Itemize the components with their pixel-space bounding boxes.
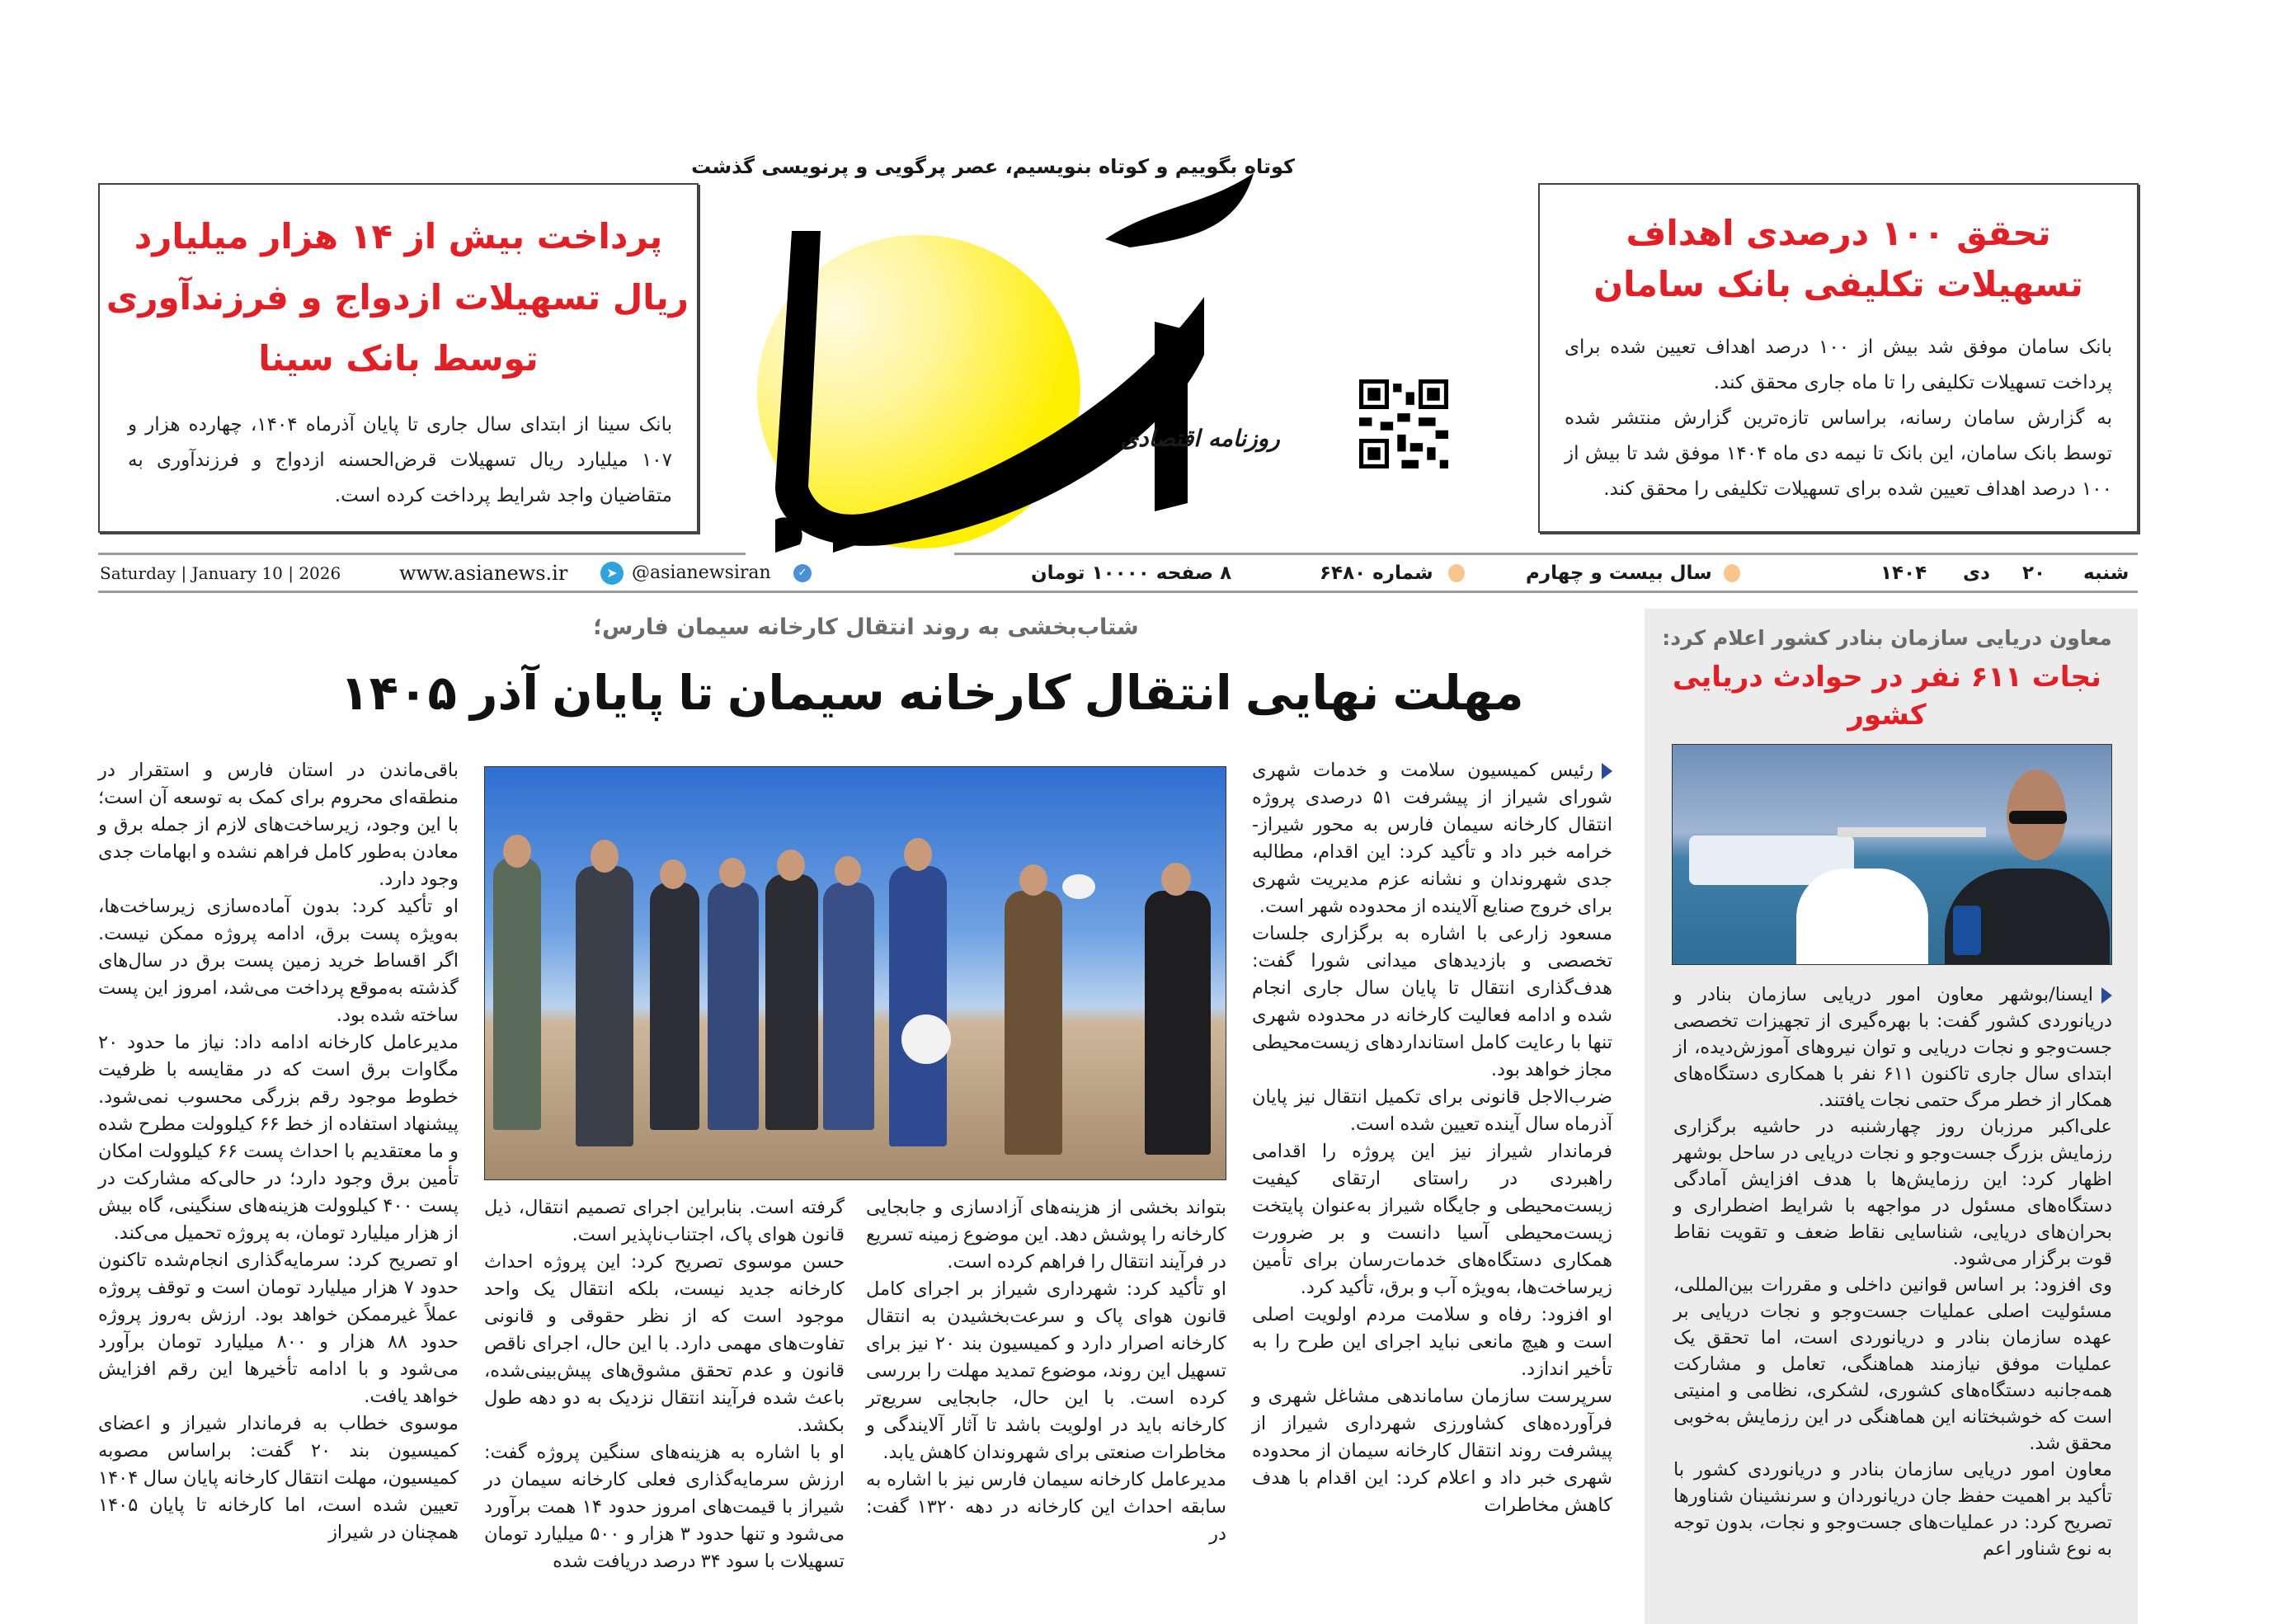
- sidebar-kicker: معاون دریایی سازمان بنادر کشور اعلام کرد:: [1662, 626, 2112, 650]
- persian-month: دی: [1963, 563, 1990, 584]
- paragraph: بانک سامان موفق شد بیش از ۱۰۰ درصد اهداف تعیین شده برای پرداخت تسهیلات تکلیفی را تا ماه جاری محقق کند.: [1565, 337, 2112, 393]
- issue-number: شماره ۶۴۸۰: [1320, 563, 1433, 584]
- persian-day: ۲۰: [2022, 563, 2046, 584]
- sina-bank-box: [98, 183, 699, 533]
- masthead-subtitle: روزنامه اقتصادی: [1120, 425, 1280, 452]
- paragraph: رئیس کمیسیون سلامت و خدمات شهری شورای شیراز از پیشرفت ۵۱ درصدی پروژه انتقال کارخانه سیمان فارس به محور شیراز- خرامه خبر داد و تأکید کرد: این اقدام، مطالبه جدی شهروندان و نشانه عزم مدیریت شهری برای خروج صنایع آلاینده از محدوده شهر است.: [1252, 760, 1612, 917]
- separator-dot: [1448, 564, 1465, 582]
- english-date: Saturday | January 10 | 2026: [100, 563, 341, 583]
- paragraph: مسعود زارعی با اشاره به برگزاری جلسات تخصصی و بازدیدهای میدانی شورا گفت: هدف‌گذاری انتقال تا پایان سال جاری انجام شده و ادامه فعالیت کارخانه در محدوده شهری تنها با رعایت کامل استانداردهای زیست‌محیطی مجاز خواهد بود.: [1252, 923, 1612, 1080]
- website-link[interactable]: www.asianews.ir: [399, 562, 568, 585]
- separator-dot: [1724, 564, 1740, 582]
- main-column-b: [866, 1194, 1226, 1548]
- paragraph: باقی‌ماندن در استان فارس و استقرار در منطقه‌ای محروم برای کمک به توسعه آن است؛ با این وجود، زیرساخت‌های لازم از جمله برق و معادن به‌طور کامل فراهم نشده و ابهامات جدی وجود دارد.: [98, 760, 459, 890]
- masthead-tagline: کوتاه بگوییم و کوتاه بنویسیم، عصر پرگویی و پرنویسی گذشت: [691, 155, 1295, 178]
- paragraph: معاون امور دریایی سازمان بنادر و دریانوردی کشور با تأکید بر اهمیت حفظ جان دریانوردان و سرنشینان شناورها تصریح کرد: در عملیات‌های جست‌وجو و نجات، بدون توجه به نوع شناور اعم: [1673, 1459, 2112, 1560]
- main-column-c: [484, 1194, 845, 1575]
- paragraph: موسوی خطاب به فرماندار شیراز و اعضای کمیسیون بند ۲۰ گفت: براساس مصوبه کمیسیون، مهلت انتقال کارخانه پایان سال ۱۴۰۴ تعیین شده است، اما کارخانه تا پایان ۱۴۰۵ همچنان در شیراز: [98, 1413, 459, 1543]
- telegram-icon: ➤: [600, 562, 624, 585]
- paragraph: او با اشاره به هزینه‌های سنگین پروژه گفت: ارزش سرمایه‌گذاری فعلی کارخانه سیمان در شیراز با قیمت‌های امروز حدود ۱۴ همت برآورد می‌شود و تنها حدود ۳ هزار و ۵۰۰ میلیارد تومان تسهیلات با سود ۳۴ درصد دریافت شده: [484, 1442, 845, 1572]
- paragraph: به گزارش سامان رسانه، براساس تازه‌ترین گزارش منتشر شده توسط بانک سامان، این بانک تا نیمه دی ماه ۱۴۰۴ موفق شد تا بیش از ۱۰۰ درصد اهداف تعیین شده برای تسهیلات تکلیفی را محقق کند.: [1565, 407, 2113, 500]
- main-column-a: [1252, 757, 1612, 1519]
- saman-bank-title: [1548, 208, 2129, 310]
- persian-year: ۱۴۰۴: [1880, 563, 1927, 584]
- sidebar-body: [1673, 981, 2112, 1562]
- verified-icon: ✓: [793, 564, 812, 582]
- paragraph: او افزود: رفاه و سلامت مردم اولویت اصلی است و هیچ مانعی نباید اجرای این طرح را به تأخیر اندازد.: [1252, 1304, 1612, 1380]
- paragraph: علی‌اکبر مرزبان روز چهارشنبه در حاشیه برگزاری رزمایش بزرگ جست‌وجو و نجات دریایی در ساحل بوشهر اظهار کرد: این رزمایش‌ها با هدف افزایش آمادگی دستگاه‌های مسئول در مواجهه با شرایط اضطراری و بحران‌های دریایی، شناسایی نقاط ضعف و تقویت نقاط قوت برگزار می‌شود.: [1673, 1116, 2112, 1269]
- paragraph: او تصریح کرد: سرمایه‌گذاری انجام‌شده تاکنون حدود ۷ هزار میلیارد تومان است و توقف پروژه عملاً غیرممکن خواهد بود. ارزش به‌روز پروژه حدود ۸۸ هزار و ۸۰۰ میلیارد تومان برآورد می‌شود و با ادامه تأخیرها این رقم افزایش خواهد یافت.: [98, 1250, 459, 1407]
- sina-bank-body: بانک سینا از ابتدای سال جاری تا پایان آذرماه ۱۴۰۴، چهارده هزار و ۱۰۷ میلیارد ریال تسهیلات قرض‌الحسنه ازدواج و فرزندآوری به متقاضیان واجد شرایط پرداخت کرده است.: [128, 414, 672, 506]
- paragraph: سرپرست سازمان ساماندهی مشاغل شهری و فرآورده‌های کشاورزی شهرداری شیراز از پیشرفت روند انتقال کارخانه سیمان از محدوده شهری خبر داد و اعلام کرد: این اقدام با هدف کاهش مخاطرات: [1252, 1386, 1612, 1516]
- title-line: توسط بانک سینا: [258, 338, 539, 379]
- marker-triangle-icon: [2101, 987, 2112, 1004]
- paragraph: فرماندار شیراز نیز این پروژه را اقدامی راهبردی در راستای ارتقای کیفیت زیست‌محیطی و جایگاه شیراز به‌عنوان پایتخت زیست‌محیطی آسیا دانست و بر ضرورت همکاری دستگاه‌های خدمات‌رسان برای تأمین زیرساخت‌ها، به‌ویژه آب و برق، تأکید کرد.: [1252, 1141, 1612, 1298]
- weekday: شنبه: [2083, 563, 2129, 584]
- saman-bank-body: [1565, 330, 2112, 507]
- publication-year: سال بیست و چهارم: [1526, 563, 1712, 584]
- paragraph: ضرب‌الاجل قانونی برای تکمیل انتقال نیز پایان آذرماه سال آینده تعیین شده است.: [1252, 1086, 1612, 1135]
- title-line: تحقق ۱۰۰ درصدی اهداف: [1626, 213, 2051, 253]
- cement-factory-photo: [484, 766, 1226, 1180]
- main-headline: مهلت نهایی انتقال کارخانه سیمان تا پایان آذر ۱۴۰۵: [340, 665, 1524, 721]
- paragraph: وی افزود: بر اساس قوانین داخلی و مقررات بین‌المللی، مسئولیت اصلی عملیات جست‌وجو و نجات دریایی بر عهده سازمان بنادر و دریانوردی است، اما تحقق یک عملیات موفق نیازمند هماهنگی، تعامل و مشارکت همه‌جانبه دستگاه‌های کشوری، لشکری، نظامی و امنیتی است که خوشبختانه این هماهنگی در این رزمایش به‌خوبی محقق شد.: [1673, 1274, 2112, 1454]
- sina-bank-title: [108, 206, 689, 389]
- paragraph: او تأکید کرد: بدون آماده‌سازی زیرساخت‌ها، به‌ویژه پست برق، ادامه پروژه ممکن نیست. اگر اقساط خرید زمین پست برق در سال‌های گذشته به‌موقع پرداخت می‌شد، امروز این پست ساخته شده بود.: [98, 896, 459, 1026]
- official-portrait-photo: [1672, 744, 2112, 965]
- title-line: تسهیلات تکلیفی بانک سامان: [1593, 264, 2083, 304]
- main-kicker: شتاب‌بخشی به روند انتقال کارخانه سیمان فارس؛: [593, 614, 1139, 640]
- paragraph: گرفته است. بنابراین اجرای تصمیم انتقال، ذیل قانون هوای پاک، اجتناب‌ناپذیر است.: [484, 1197, 845, 1245]
- sidebar-headline: نجات ۶۱۱ نفر در حوادث دریایی کشور: [1673, 661, 2101, 732]
- main-column-d: [98, 757, 459, 1546]
- marker-triangle-icon: [1602, 763, 1612, 779]
- paragraph: مدیرعامل کارخانه ادامه داد: نیاز ما حدود ۲۰ مگاوات برق است که در مقایسه با ظرفیت خطوط موجود رقم بزرگی محسوب نمی‌شود. پیشنهاد استفاده از خط ۶۶ کیلوولت مطرح شده و ما معتقدیم با احداث پست ۶۶ کیلوولت امکان تأمین برق وجود دارد؛ در حالی‌که مشارکت در پست ۴۰۰ کیلوولت هزینه‌های سنگینی، گاه بیش از هزار میلیارد تومان، به پروژه تحمیل می‌کند.: [98, 1032, 459, 1244]
- price-pages: ۸ صفحه ۱۰۰۰۰ تومان: [1031, 563, 1232, 584]
- bottom-rule: [98, 591, 2138, 593]
- qr-code-icon: [1359, 379, 1448, 468]
- paragraph: حسن موسوی تصریح کرد: این پروژه احداث کارخانه جدید نیست، بلکه انتقال یک واحد موجود است که از نظر حقوقی و قانونی تفاوت‌های مهمی دارد. با این حال، اجرای ناقص قانون و عدم تحقق مشوق‌های پیش‌بینی‌شده، باعث شده فرآیند انتقال نزدیک به دو دهه طول بکشد.: [484, 1251, 845, 1436]
- paragraph: مدیرعامل کارخانه سیمان فارس نیز با اشاره به سابقه احداث این کارخانه در دهه ۱۳۲۰ گفت: در: [866, 1469, 1226, 1545]
- paragraph: بتواند بخشی از هزینه‌های آزادسازی و جابجایی کارخانه را پوشش دهد. این موضوع زمینه تسریع در فرآیند انتقال را فراهم کرده است.: [866, 1197, 1226, 1273]
- paragraph: ایسنا/بوشهر معاون امور دریایی سازمان بنادر و دریانوردی کشور گفت: با بهره‌گیری از تجهیزات تخصصی جست‌وجو و نجات دریایی و توان نیروهای آموزش‌دیده، از ابتدای سال جاری تاکنون ۶۱۱ نفر با همکاری دستگاه‌های همکار از خطر مرگ حتمی نجات یافتند.: [1673, 984, 2112, 1111]
- title-line: ریال تسهیلات ازدواج و فرزندآوری: [106, 277, 689, 318]
- telegram-handle[interactable]: @asianewsiran: [632, 563, 771, 583]
- asia-logo: [742, 157, 1452, 553]
- top-rule-right: [954, 553, 2138, 555]
- top-rule-left: [98, 553, 746, 555]
- saman-bank-box: [1538, 183, 2139, 533]
- title-line: پرداخت بیش از ۱۴ هزار میلیارد: [134, 216, 663, 257]
- sidebar-panel: [1645, 609, 2138, 1624]
- paragraph: او تأکید کرد: شهرداری شیراز بر اجرای کامل قانون هوای پاک و سرعت‌بخشیدن به انتقال کارخانه اصرار دارد و کمیسیون بند ۲۰ نیز برای تسهیل این روند، موضوع تمدید مهلت را بررسی کرده است. با این حال، جابجایی سریع‌تر کارخانه باید در اولویت باشد تا آثار آلایندگی و مخاطرات صنعتی برای شهروندان کاهش یابد.: [866, 1278, 1226, 1463]
